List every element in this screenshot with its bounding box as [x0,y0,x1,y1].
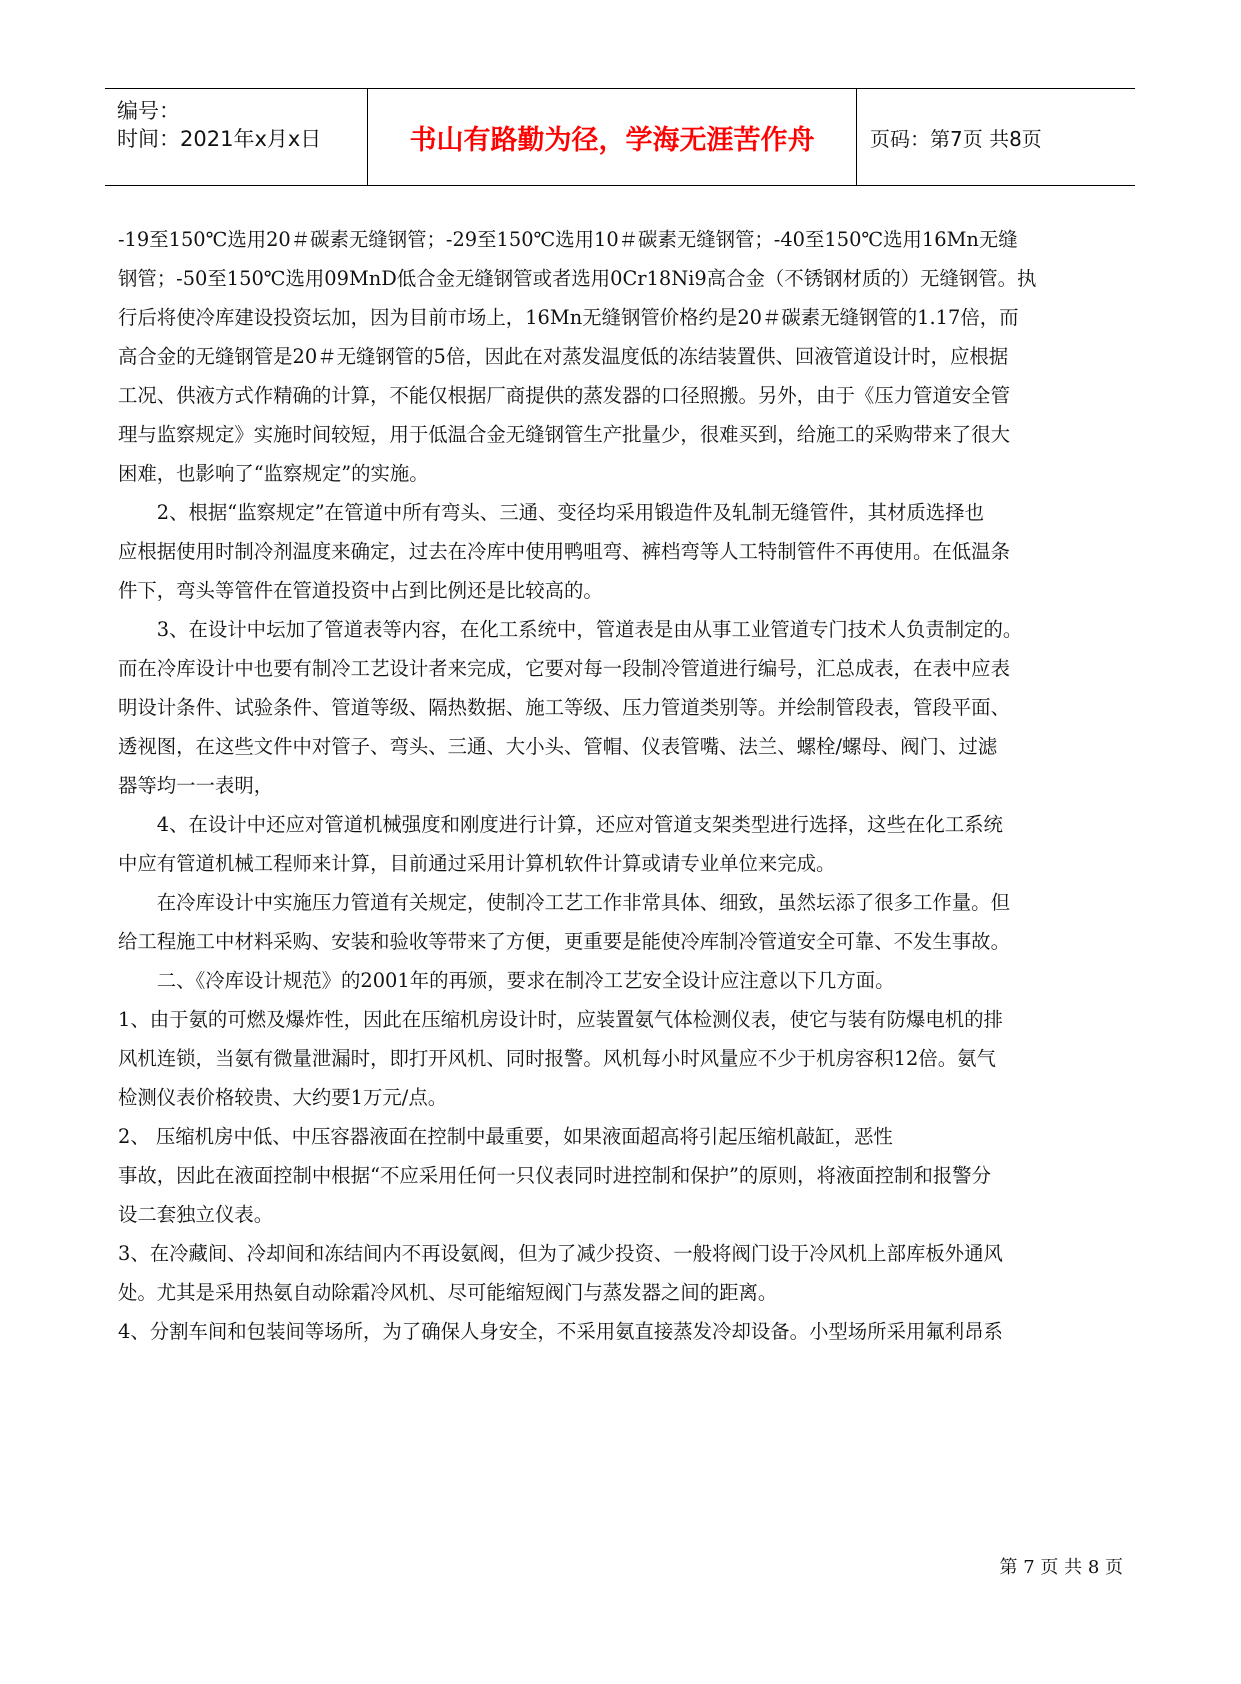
body-line: 明设计条件、试验条件、管道等级、隔热数据、施工等级、压力管道类别等。并绘制管段表，管段平面、 [118,696,1010,719]
body-line: 高合金的无缝钢管是20＃无缝钢管的5倍，因此在对蒸发温度低的冻结装置供、回液管道设计时，应根据 [118,345,1009,368]
body-line: 2、根据“监察规定”在管道中所有弯头、三通、变径均采用锻造件及轧制无缝管件，其材质选择也 [118,501,984,524]
body-line: -19至150℃选用20＃碳素无缝钢管；-29至150℃选用10＃碳素无缝钢管；-40至150℃选用16Mn无缝 [118,228,1018,251]
header-page-cell [856,89,1135,185]
body-line: 2、 压缩机房中低、中压容器液面在控制中最重要，如果液面超高将引起压缩机敲缸，恶性 [118,1125,893,1148]
body-line: 二、《冷库设计规范》的2001年的再颁，要求在制冷工艺安全设计应注意以下几方面。 [118,969,895,992]
body-line: 行后将使冷库建设投资坛加，因为目前市场上，16Mn无缝钢管价格约是20＃碳素无缝钢管的1.17倍，而 [118,306,1019,329]
page-footer: 第 7 页 共 8 页 [999,1557,1123,1578]
body-line: 设二套独立仪表。 [118,1203,274,1226]
body-line: 3、在设计中坛加了管道表等内容，在化工系统中，管道表是由从事工业管道专门技术人负责制定的。 [118,618,1023,641]
body-line: 而在冷库设计中也要有制冷工艺设计者来完成，它要对每一段制冷管道进行编号，汇总成表，在表中应表 [118,657,1010,680]
body-line: 1、由于氨的可燃及爆炸性，因此在压缩机房设计时，应装置氨气体检测仪表，使它与装有防爆电机的排 [118,1008,1003,1031]
body-line: 检测仪表价格较贵、大约要1万元/点。 [118,1086,448,1109]
body-line: 钢管；-50至150℃选用09MnD低合金无缝钢管或者选用0Cr18Ni9高合金（不锈钢材质的）无缝钢管。执 [118,267,1037,290]
body-line: 件下，弯头等管件在管道投资中占到比例还是比较高的。 [118,579,603,602]
body-line: 3、在冷藏间、冷却间和冻结间内不再设氨阀，但为了减少投资、一般将阀门设于冷风机上部库板外通风 [118,1242,1003,1265]
body-line: 中应有管道机械工程师来计算，目前通过采用计算机软件计算或请专业单位来完成。 [118,852,836,875]
body-line: 透视图，在这些文件中对管子、弯头、三通、大小头、管帽、仪表管嘴、法兰、螺栓/螺母、阀门、过滤 [118,735,998,758]
page-header [105,88,1135,186]
body-line: 器等均一一表明， [118,774,274,797]
body-line: 困难，也影响了“监察规定”的实施。 [118,462,429,485]
header-motto-cell [367,89,857,185]
document-time-label: 时间：2021年x月x日 [117,127,322,151]
document-number-label: 编号： [117,99,180,123]
header-page-code: 页码：第7页 共8页 [870,126,1042,151]
body-line: 给工程施工中材料采购、安装和验收等带来了方便，更重要是能使冷库制冷管道安全可靠、不发生事故。 [118,930,1010,953]
header-info-cell [105,89,367,185]
body-line: 在冷库设计中实施压力管道有关规定，使制冷工艺工作非常具体、细致，虽然坛添了很多工作量。但 [118,891,1010,914]
body-line: 工况、供液方式作精确的计算，不能仅根据厂商提供的蒸发器的口径照搬。另外，由于《压力管道安全管 [118,384,1010,407]
document-body [118,220,1130,1351]
body-line: 理与监察规定》实施时间较短，用于低温合金无缝钢管生产批量少，很难买到，给施工的采购带来了很大 [118,423,1010,446]
body-line: 4、分割车间和包装间等场所，为了确保人身安全，不采用氨直接蒸发冷却设备。小型场所采用氟利昂系 [118,1320,1003,1343]
body-line: 事故，因此在液面控制中根据“不应采用任何一只仪表同时进控制和保护”的原则，将液面控制和报警分 [118,1164,992,1187]
body-line: 风机连锁，当氨有微量泄漏时，即打开风机、同时报警。风机每小时风量应不少于机房容积12倍。氨气 [118,1047,996,1070]
body-line: 4、在设计中还应对管道机械强度和刚度进行计算，还应对管道支架类型进行选择，这些在化工系统 [118,813,1003,836]
header-motto: 书山有路勤为径，学海无涯苦作舟 [409,124,815,156]
body-line: 处。尤其是采用热氨自动除霜冷风机、尽可能缩短阀门与蒸发器之间的距离。 [118,1281,778,1304]
body-line: 应根据使用时制冷剂温度来确定，过去在冷库中使用鸭咀弯、裤档弯等人工特制管件不再使用。在低温条 [118,540,1010,563]
